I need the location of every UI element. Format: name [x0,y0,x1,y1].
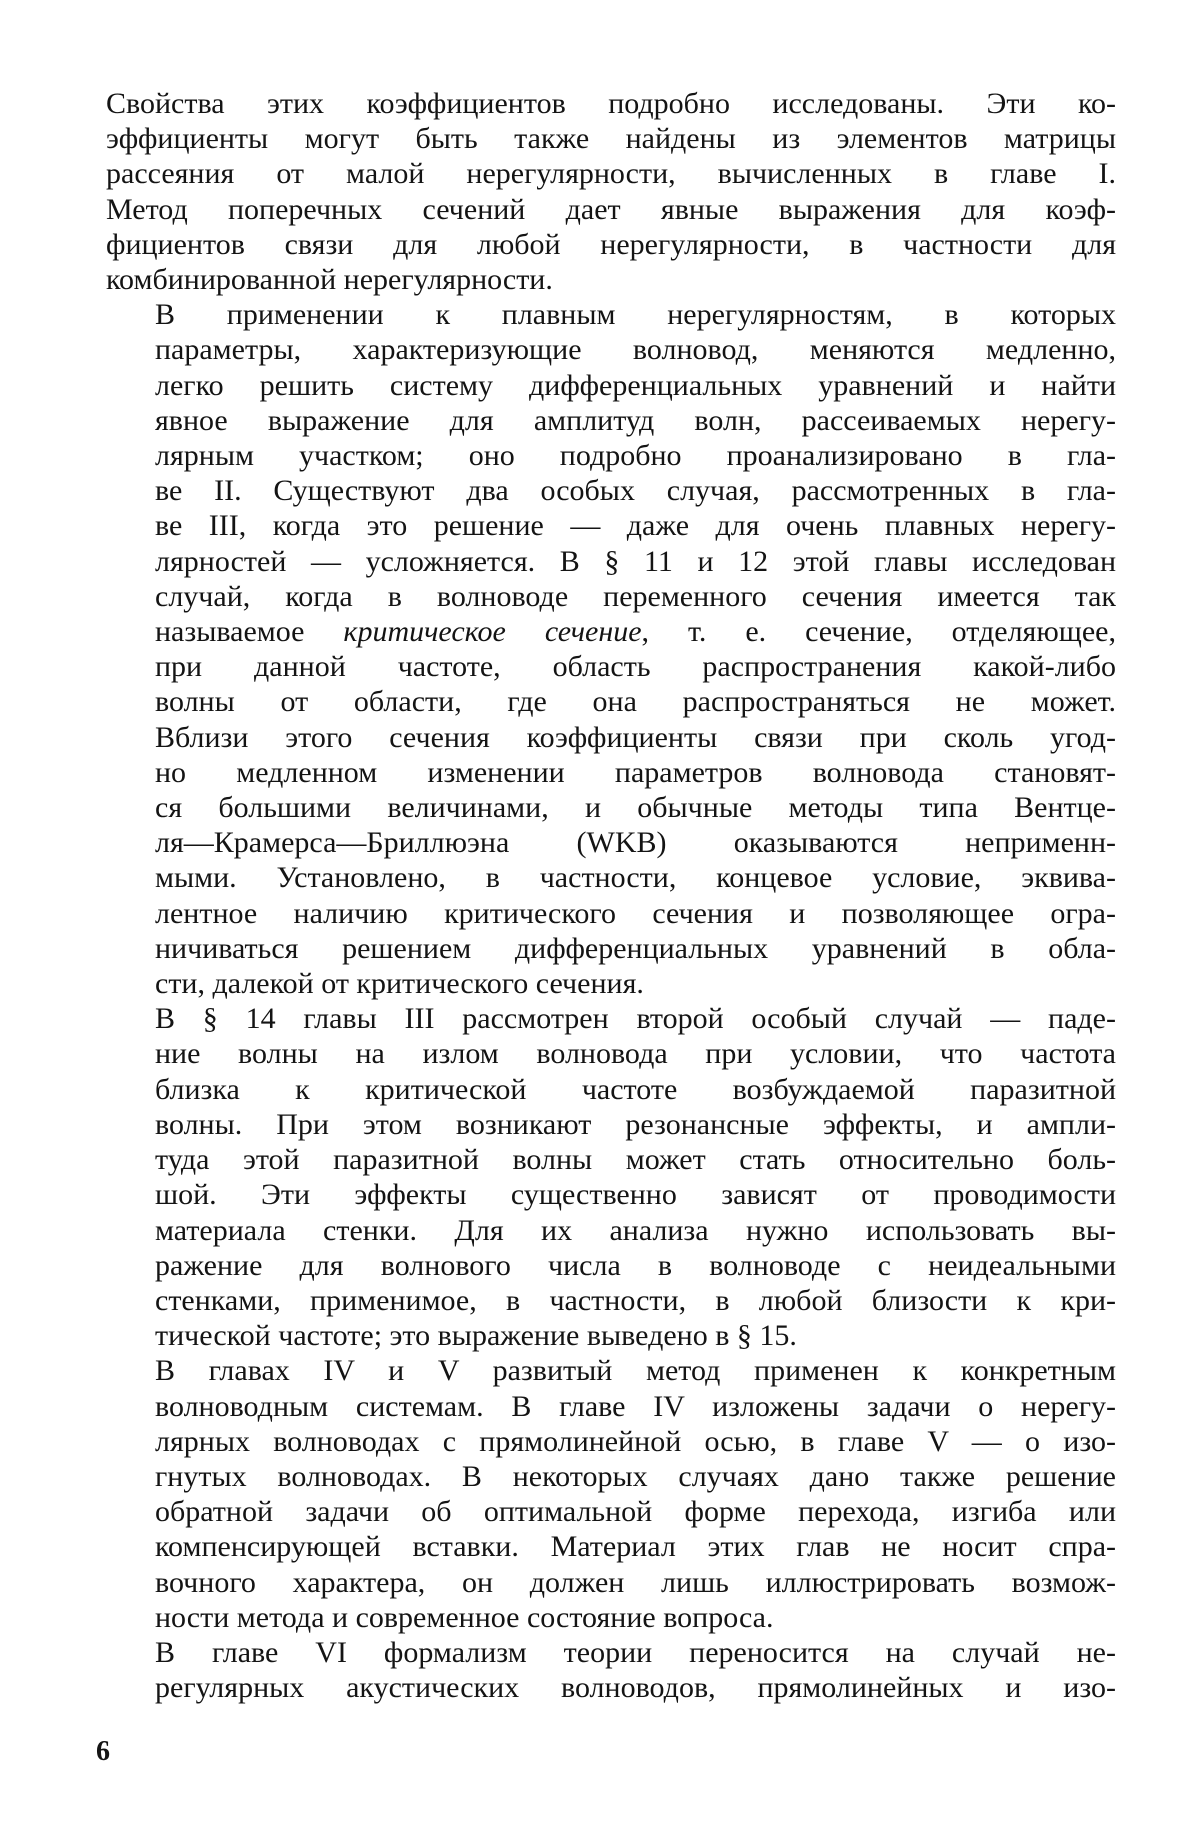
text-line: шой. Эти эффекты существенно зависят от проводимости [155,1178,1116,1212]
text-line: случай, когда в волноводе переменного сечения имеется так [155,579,1116,613]
text-line: стенками, применимое, в частности, в любой близости к кри- [155,1283,1116,1317]
text-line: рассеяния от малой нерегулярности, вычисленных в главе I. [106,157,1116,191]
text-line: В главе VI формализм теории переносится на случай не- [155,1635,1116,1669]
text-line: явное выражение для амплитуд волн, рассеиваемых нерегу- [155,403,1116,437]
text-line: сти, далекой от критического сечения. [155,967,644,1001]
text-line: В главах IV и V развитый метод применен к конкретным [155,1354,1116,1388]
text-line: туда этой паразитной волны может стать относительно боль- [155,1143,1116,1177]
paragraph [106,1353,1116,1635]
text-line: легко решить систему дифференциальных уравнений и найти [155,368,1116,402]
text-line: В применении к плавным нерегулярностям, в которых [155,298,1116,332]
text-line: ве III, когда это решение — даже для очень плавных нерегу- [155,509,1116,543]
text-line: мыми. Установлено, в частности, концевое условие, эквива- [155,861,1116,895]
text-line: фициентов связи для любой нерегулярности, в частности для [106,227,1116,261]
text-line: ние волны на излом волновода при условии, что частота [155,1037,1116,1071]
text-line: лярностей — усложняется. В § 11 и 12 этой главы исследован [155,544,1116,578]
italic-term: критическое сечение [343,615,642,649]
text-line: вочного характера, он должен лишь иллюстрировать возмож- [155,1565,1116,1599]
paragraph [106,1001,1116,1353]
text-line: близка к критической частоте возбуждаемой паразитной [155,1072,1116,1106]
text-line: волны от области, где она распространяться не может. [155,685,1116,719]
text-line: ве II. Существуют два особых случая, рассмотренных в гла- [155,474,1116,508]
text-line: лярных волноводах с прямолинейной осью, в главе V — о изо- [155,1424,1116,1458]
page-body [106,86,1116,1705]
text-line: тической частоте; это выражение выведено в § 15. [155,1319,797,1353]
text-line: ничиваться решением дифференциальных уравнений в обла- [155,931,1116,965]
text-line: но медленном изменении параметров волновода становят- [155,755,1116,789]
text-line: компенсирующей вставки. Материал этих глав не носит спра- [155,1530,1116,1564]
text-line: Вблизи этого сечения коэффициенты связи при сколь угод- [155,720,1116,754]
text-line: при данной частоте, область распространения какой-либо [155,650,1116,684]
text-line: гнутых волноводах. В некоторых случаях дано также решение [155,1459,1116,1493]
text-line: ля—Крамерса—Бриллюэна (WKB) оказываются неприменн- [155,826,1116,860]
text-line: волноводным системам. В главе IV изложены задачи о нерегу- [155,1389,1116,1423]
text-line: волны. При этом возникают резонансные эффекты, и ампли- [155,1107,1116,1141]
text-line: лярным участком; оно подробно проанализировано в гла- [155,439,1116,473]
paragraph [106,297,1116,1001]
text-line: лентное наличию критического сечения и позволяющее огра- [155,896,1116,930]
text-line: называемое критическое сечение, т. е. сечение, отделяющее, [155,615,1116,649]
text-line: комбинированной нерегулярности. [106,263,553,297]
text-line: ся большими величинами, и обычные методы типа Вентце- [155,791,1116,825]
text-line: Свойства этих коэффициентов подробно исследованы. Эти ко- [106,87,1116,120]
text-line: ражение для волнового числа в волноводе с неидеальными [155,1248,1116,1282]
text-line: параметры, характеризующие волновод, меняются медленно, [155,333,1116,367]
text-line: В § 14 главы III рассмотрен второй особый случай — паде- [155,1002,1116,1036]
text-line: регулярных акустических волноводов, прямолинейных и изо- [155,1671,1116,1705]
paragraph [106,86,1116,297]
text-line: ности метода и современное состояние вопроса. [155,1600,774,1634]
page-number: 6 [96,1736,110,1767]
text-line: материала стенки. Для их анализа нужно использовать вы- [155,1213,1116,1247]
paragraph [106,1635,1116,1705]
text-line: Метод поперечных сечений дает явные выражения для коэф- [106,192,1116,226]
text-line: обратной задачи об оптимальной форме перехода, изгиба или [155,1495,1116,1529]
text-line: эффициенты могут быть также найдены из элементов матрицы [106,122,1116,156]
